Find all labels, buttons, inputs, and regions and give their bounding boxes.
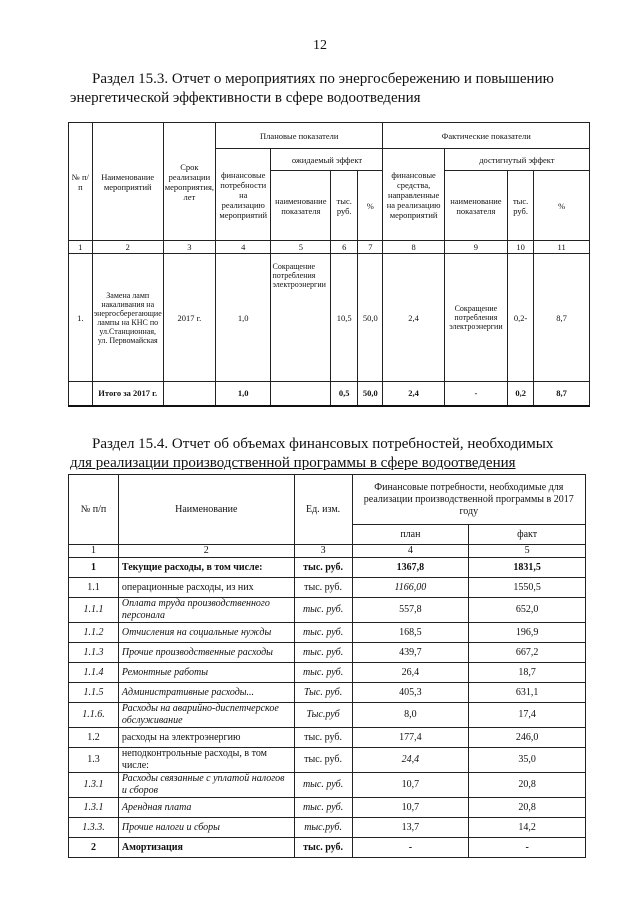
row-fact: - — [469, 838, 586, 858]
row-name: Текущие расходы, в том числе: — [118, 558, 294, 578]
row-num: 1.3 — [69, 748, 119, 773]
header-act-fin: финансовые средства, направленные на реализацию мероприятий — [383, 149, 444, 241]
row-name: расходы на электроэнергию — [118, 728, 294, 748]
header-plan-indicator: наименование показателя — [271, 171, 331, 241]
header-fact: факт — [469, 525, 586, 545]
row-name: Ремонтные работы — [118, 663, 294, 683]
col-number: 5 — [469, 545, 586, 558]
section-15-3-title-line1: Раздел 15.3. Отчет о мероприятиях по энергосбережению и повышению — [92, 71, 554, 87]
total-label: Итого за 2017 г. — [92, 382, 163, 406]
row-fact: 17,4 — [469, 703, 586, 728]
financial-needs-table — [68, 474, 586, 858]
row-unit: тыс. руб. — [294, 598, 352, 623]
row-name: Прочие производственные расходы — [118, 643, 294, 663]
row-num: 1.1.6. — [69, 703, 119, 728]
row-num: 2 — [69, 838, 119, 858]
header-act-indicator: наименование показателя — [444, 171, 507, 241]
header-term: Срок реализации мероприятия, лет — [163, 123, 215, 241]
row-plan: 10,7 — [352, 798, 469, 818]
total-num — [69, 382, 93, 406]
col-number: 4 — [352, 545, 469, 558]
row-act-indicator: Сокращение потребления электроэнергии — [444, 254, 507, 382]
row-name: Расходы на аварийно-диспетчерское обслуживание — [118, 703, 294, 728]
row-plan: 1367,8 — [352, 558, 469, 578]
section-15-3-title — [70, 70, 592, 106]
total-plan-pct: 50,0 — [358, 382, 383, 406]
header-plan: план — [352, 525, 469, 545]
header-actual: Фактические показатели — [383, 123, 590, 149]
col-number: 3 — [163, 241, 215, 254]
row-plan-pct: 50,0 — [358, 254, 383, 382]
table-row — [69, 798, 586, 818]
row-unit: тыс. руб. — [294, 748, 352, 773]
table-row — [69, 643, 586, 663]
header-num: № п/п — [69, 475, 119, 545]
row-num: 1.3.3. — [69, 818, 119, 838]
table-row — [69, 773, 586, 798]
row-plan: - — [352, 838, 469, 858]
row-num: 1. — [69, 254, 93, 382]
total-act-value: 0,2 — [508, 382, 534, 406]
col-number: 3 — [294, 545, 352, 558]
row-num: 1.3.1 — [69, 798, 119, 818]
col-number: 1 — [69, 241, 93, 254]
row-fact: 18,7 — [469, 663, 586, 683]
table-row — [69, 558, 586, 578]
total-act-pct: 8,7 — [534, 382, 590, 406]
table-row — [69, 623, 586, 643]
col-number: 9 — [444, 241, 507, 254]
total-act-fin: 2,4 — [383, 382, 444, 406]
row-act-pct: 8,7 — [534, 254, 590, 382]
header-needs: Финансовые потребности, необходимые для реализации производственной программы в 2017 году — [352, 475, 585, 525]
row-name: Административные расходы... — [118, 683, 294, 703]
row-name: Замена ламп накаливания на энергосберегающие лампы на КНС по ул.Станционная, ул. Первомайская — [92, 254, 163, 382]
table-row — [69, 683, 586, 703]
section-15-4-title-line2: для реализации производственной программы в сфере водоотведения — [70, 455, 516, 471]
row-name: операционные расходы, из них — [118, 578, 294, 598]
row-unit: тыс. руб. — [294, 623, 352, 643]
section-15-3-title-line2: энергетической эффективности в сфере водоотведения — [70, 90, 421, 106]
row-act-value: 0,2- — [508, 254, 534, 382]
row-unit: Тыс. руб. — [294, 683, 352, 703]
col-number: 8 — [383, 241, 444, 254]
row-plan-fin: 1,0 — [215, 254, 271, 382]
col-number: 7 — [358, 241, 383, 254]
row-num: 1.1.2 — [69, 623, 119, 643]
col-number: 6 — [331, 241, 358, 254]
row-name: Расходы связанные с уплатой налогов и сборов — [118, 773, 294, 798]
table-row — [69, 838, 586, 858]
row-plan: 26,4 — [352, 663, 469, 683]
row-fact: 20,8 — [469, 773, 586, 798]
row-plan: 13,7 — [352, 818, 469, 838]
col-number: 2 — [118, 545, 294, 558]
row-plan: 24,4 — [352, 748, 469, 773]
row-fact: 35,0 — [469, 748, 586, 773]
row-num: 1.1 — [69, 578, 119, 598]
row-act-fin: 2,4 — [383, 254, 444, 382]
row-fact: 196,9 — [469, 623, 586, 643]
section-15-4-title — [70, 435, 592, 471]
table-row — [69, 663, 586, 683]
row-plan-value: 10,5 — [331, 254, 358, 382]
row-num: 1.3.1 — [69, 773, 119, 798]
header-plan-unit: тыс. руб. — [331, 171, 358, 241]
row-unit: тыс. руб. — [294, 663, 352, 683]
total-act-indicator: - — [444, 382, 507, 406]
row-num: 1.1.4 — [69, 663, 119, 683]
header-planned: Плановые показатели — [215, 123, 382, 149]
col-number: 2 — [92, 241, 163, 254]
row-unit: Тыс.руб — [294, 703, 352, 728]
page-number: 12 — [313, 38, 327, 53]
row-plan: 177,4 — [352, 728, 469, 748]
row-num: 1.1.3 — [69, 643, 119, 663]
header-expected-effect: ожидаемый эффект — [271, 149, 383, 171]
col-number: 11 — [534, 241, 590, 254]
row-unit: тыс. руб. — [294, 838, 352, 858]
table-row — [69, 578, 586, 598]
section-15-4-title-line1: Раздел 15.4. Отчет об объемах финансовых потребностей, необходимых — [92, 436, 554, 452]
row-name: Оплата труда производственного персонала — [118, 598, 294, 623]
row-fact: 1550,5 — [469, 578, 586, 598]
row-num: 1.1.5 — [69, 683, 119, 703]
header-act-pct: % — [534, 171, 590, 241]
row-name: Арендная плата — [118, 798, 294, 818]
header-unit: Ед. изм. — [294, 475, 352, 545]
energy-saving-report-table — [68, 122, 590, 407]
row-unit: тыс. руб. — [294, 798, 352, 818]
row-plan: 557,8 — [352, 598, 469, 623]
row-plan: 439,7 — [352, 643, 469, 663]
row-plan: 1166,00 — [352, 578, 469, 598]
col-number: 1 — [69, 545, 119, 558]
row-name: Отчисления на социальные нужды — [118, 623, 294, 643]
total-plan-indicator — [271, 382, 331, 406]
table-row — [69, 703, 586, 728]
header-act-unit: тыс. руб. — [508, 171, 534, 241]
row-plan: 405,3 — [352, 683, 469, 703]
row-fact: 631,1 — [469, 683, 586, 703]
row-fact: 20,8 — [469, 798, 586, 818]
row-unit: тыс. руб. — [294, 578, 352, 598]
col-number: 5 — [271, 241, 331, 254]
col-number: 4 — [215, 241, 271, 254]
row-unit: тыс. руб. — [294, 773, 352, 798]
table-row — [69, 598, 586, 623]
row-unit: тыс. руб. — [294, 558, 352, 578]
header-name: Наименование мероприятий — [92, 123, 163, 241]
row-num: 1.2 — [69, 728, 119, 748]
row-fact: 667,2 — [469, 643, 586, 663]
header-plan-fin: финансовые потребности на реализацию мероприятий — [215, 149, 271, 241]
row-fact: 14,2 — [469, 818, 586, 838]
header-achieved-effect: достигнутый эффект — [444, 149, 589, 171]
total-plan-fin: 1,0 — [215, 382, 271, 406]
row-unit: тыс. руб. — [294, 643, 352, 663]
row-plan: 168,5 — [352, 623, 469, 643]
row-unit: тыс. руб. — [294, 728, 352, 748]
table-row — [69, 748, 586, 773]
header-plan-pct: % — [358, 171, 383, 241]
table-row — [69, 728, 586, 748]
row-unit: тыс.руб. — [294, 818, 352, 838]
row-num: 1.1.1 — [69, 598, 119, 623]
total-plan-value: 0,5 — [331, 382, 358, 406]
row-plan: 8,0 — [352, 703, 469, 728]
row-num: 1 — [69, 558, 119, 578]
row-fact: 246,0 — [469, 728, 586, 748]
row-plan-indicator: Сокращение потребления электроэнергии — [271, 254, 331, 382]
row-name: Амортизация — [118, 838, 294, 858]
row-plan: 10,7 — [352, 773, 469, 798]
header-num: № п/п — [69, 123, 93, 241]
table-row — [69, 818, 586, 838]
col-number: 10 — [508, 241, 534, 254]
row-fact: 652,0 — [469, 598, 586, 623]
row-term: 2017 г. — [163, 254, 215, 382]
row-name: Прочие налоги и сборы — [118, 818, 294, 838]
row-name: неподконтрольные расходы, в том числе: — [118, 748, 294, 773]
header-name: Наименование — [118, 475, 294, 545]
row-fact: 1831,5 — [469, 558, 586, 578]
total-term — [163, 382, 215, 406]
